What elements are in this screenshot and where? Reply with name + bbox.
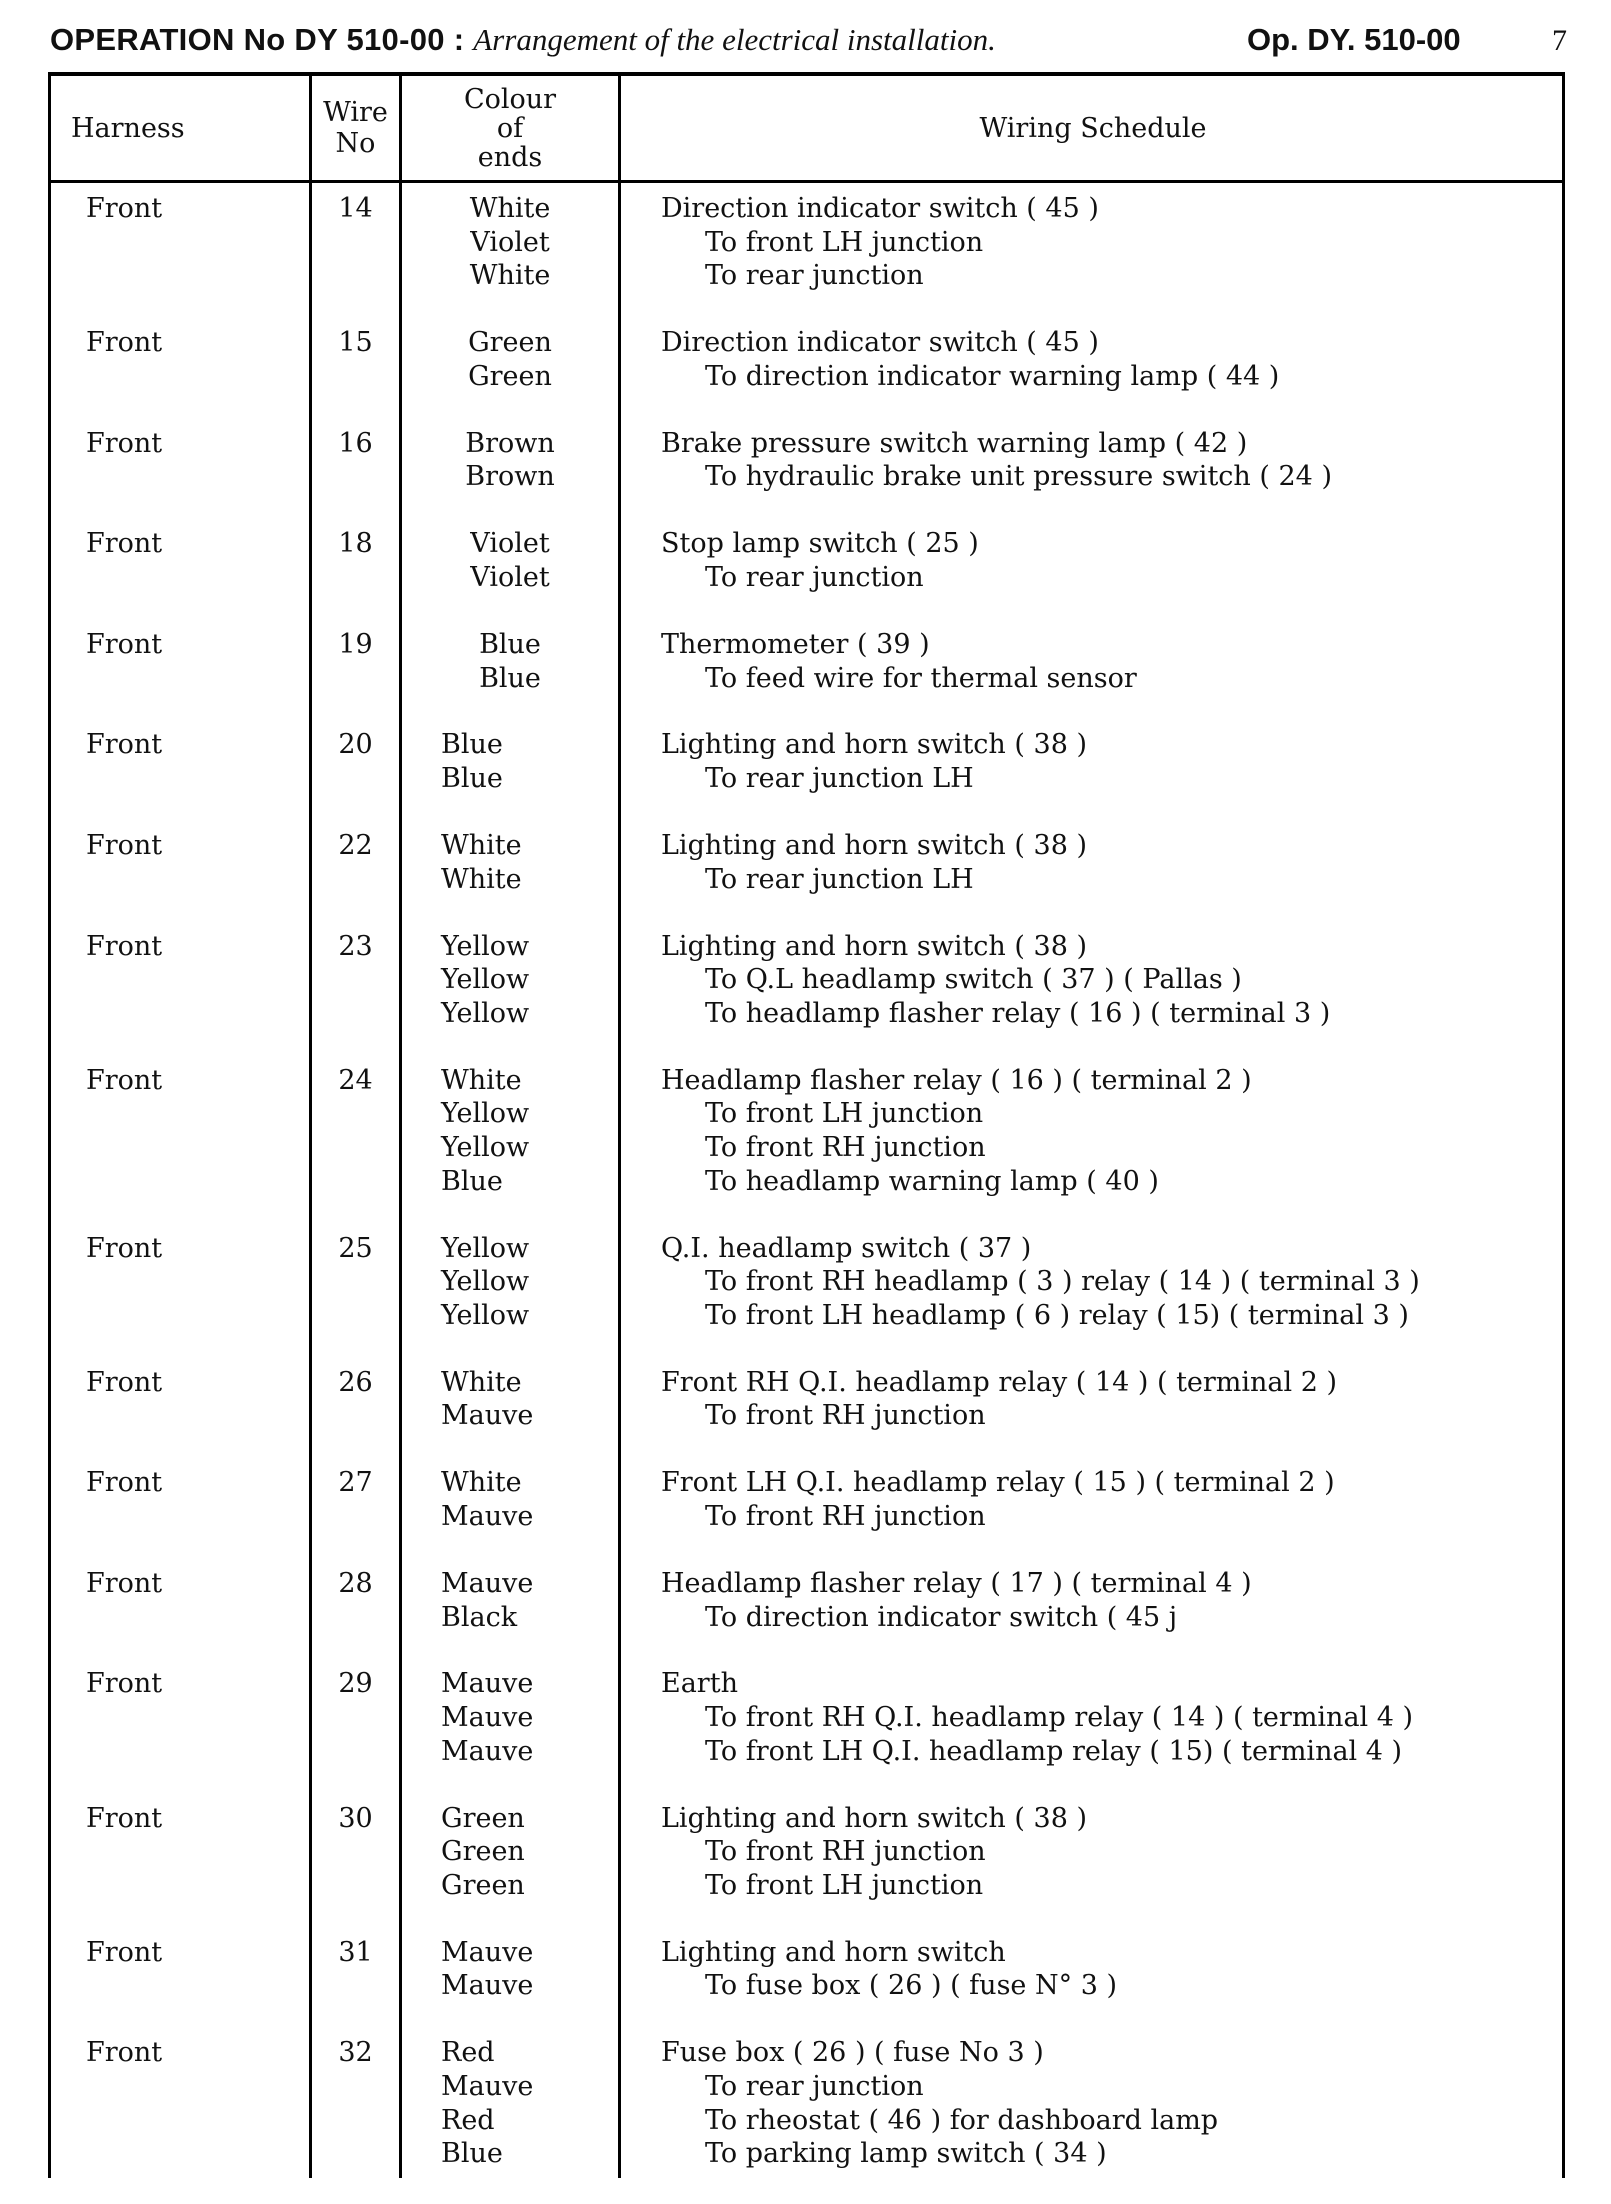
column-header-label: Wiring Schedule bbox=[979, 112, 1207, 144]
schedule-destination: To headlamp flasher relay ( 16 ) ( terminal 3 ) bbox=[705, 997, 1331, 1029]
colour-value: White bbox=[441, 1366, 522, 1398]
colour-value: Blue bbox=[479, 628, 541, 660]
column-header-label: ends bbox=[477, 141, 543, 173]
colour-value: Green bbox=[468, 327, 552, 359]
page-header bbox=[50, 18, 1571, 66]
schedule-destination: To front RH headlamp ( 3 ) relay ( 14 ) ( terminal 3 ) bbox=[705, 1266, 1420, 1298]
colour-value: Mauve bbox=[441, 1735, 534, 1767]
page-number: 7 bbox=[1552, 24, 1567, 57]
colour-value: Mauve bbox=[441, 1970, 534, 2002]
colour-value: Mauve bbox=[441, 1567, 534, 1599]
schedule-source: Brake pressure switch warning lamp ( 42 ) bbox=[661, 427, 1248, 459]
schedule-destination: To rheostat ( 46 ) for dashboard lamp bbox=[705, 2104, 1219, 2136]
operation-number: OPERATION No DY 510-00 : bbox=[50, 22, 465, 57]
colour-value: Red bbox=[441, 2104, 495, 2136]
schedule-destination: To rear junction LH bbox=[705, 863, 974, 895]
colour-value: Brown bbox=[465, 427, 555, 459]
harness-cell: Front bbox=[86, 830, 163, 862]
table-row bbox=[51, 2036, 1562, 2170]
schedule-destination: To rear junction bbox=[705, 2071, 924, 2102]
colour-cell bbox=[402, 728, 618, 795]
colour-value: Green bbox=[468, 360, 552, 392]
colour-cell bbox=[402, 1366, 618, 1433]
schedule-destination: To front LH junction bbox=[705, 226, 984, 258]
table-row bbox=[51, 829, 1562, 896]
wiring-table bbox=[48, 72, 1565, 2178]
schedule-destination: To front RH junction bbox=[705, 1400, 986, 1432]
schedule-destination: To front LH Q.I. headlamp relay ( 15) ( terminal 4 ) bbox=[705, 1735, 1403, 1767]
colour-cell bbox=[402, 1064, 618, 1198]
table-row bbox=[51, 1366, 1562, 1433]
schedule-destination: To fuse box ( 26 ) ( fuse N° 3 ) bbox=[705, 1970, 1117, 2002]
schedule-cell bbox=[661, 527, 1562, 594]
schedule-source: Direction indicator switch ( 45 ) bbox=[661, 193, 1099, 224]
colour-value: Yellow bbox=[441, 1299, 530, 1331]
wire-number-cell: 16 bbox=[338, 427, 373, 459]
harness-cell: Front bbox=[86, 1366, 163, 1398]
colour-value: Mauve bbox=[441, 1702, 534, 1734]
colour-value: Yellow bbox=[441, 1098, 530, 1130]
harness-cell: Front bbox=[86, 1936, 163, 1968]
schedule-source: Q.I. headlamp switch ( 37 ) bbox=[661, 1232, 1032, 1264]
schedule-source: Lighting and horn switch ( 38 ) bbox=[661, 729, 1087, 761]
column-header-wire-no bbox=[312, 76, 399, 180]
table-row bbox=[51, 192, 1562, 293]
wire-number-cell: 25 bbox=[338, 1232, 373, 1264]
table-row bbox=[51, 1567, 1562, 1634]
wire-number-cell: 19 bbox=[338, 628, 373, 660]
harness-cell: Front bbox=[86, 1668, 163, 1700]
header-divider bbox=[51, 180, 1562, 183]
colour-cell bbox=[402, 1936, 618, 2003]
schedule-destination: To Q.L headlamp switch ( 37 ) ( Pallas ) bbox=[705, 964, 1242, 996]
schedule-destination: To hydraulic brake unit pressure switch ( 24 ) bbox=[705, 461, 1332, 493]
colour-value: Mauve bbox=[441, 1400, 534, 1432]
operation-description: Arrangement of the electrical installation. bbox=[473, 22, 996, 57]
colour-value: White bbox=[441, 1467, 522, 1499]
colour-value: Black bbox=[441, 1601, 518, 1633]
colour-cell bbox=[402, 527, 618, 594]
harness-cell: Front bbox=[86, 2037, 163, 2069]
colour-value: Violet bbox=[470, 528, 550, 560]
table-row bbox=[51, 1466, 1562, 1533]
harness-cell: Front bbox=[86, 930, 163, 962]
colour-value: Blue bbox=[441, 2138, 503, 2170]
schedule-destination: To rear junction LH bbox=[705, 763, 974, 795]
schedule-destination: To headlamp warning lamp ( 40 ) bbox=[705, 1165, 1159, 1197]
colour-value: Violet bbox=[470, 226, 550, 258]
table-row bbox=[51, 1802, 1562, 1903]
colour-value: Yellow bbox=[441, 997, 530, 1029]
table-body bbox=[51, 192, 1562, 2204]
colour-value: Brown bbox=[465, 461, 555, 493]
table-row bbox=[51, 1667, 1562, 1768]
colour-cell bbox=[402, 2036, 618, 2170]
wire-number-cell: 30 bbox=[338, 1802, 373, 1834]
wire-number-cell: 28 bbox=[338, 1567, 373, 1599]
colour-cell bbox=[402, 930, 618, 1031]
schedule-destination: To front LH junction bbox=[705, 1098, 984, 1130]
wire-number-cell: 29 bbox=[338, 1668, 373, 1700]
colour-value: Green bbox=[441, 1836, 525, 1868]
harness-cell: Front bbox=[86, 327, 163, 359]
schedule-source: Thermometer ( 39 ) bbox=[661, 628, 930, 660]
table-row bbox=[51, 728, 1562, 795]
schedule-destination: To direction indicator warning lamp ( 44 ) bbox=[705, 360, 1280, 392]
schedule-cell bbox=[661, 192, 1562, 293]
schedule-cell bbox=[661, 326, 1562, 393]
harness-cell: Front bbox=[86, 1567, 163, 1599]
table-row bbox=[51, 930, 1562, 1031]
schedule-cell bbox=[661, 1667, 1562, 1768]
colour-value: Red bbox=[441, 2037, 495, 2069]
colour-value: Yellow bbox=[441, 1266, 530, 1298]
column-header-label: Wire bbox=[323, 97, 388, 128]
table-row bbox=[51, 326, 1562, 393]
schedule-cell bbox=[661, 1567, 1562, 1634]
wire-number-cell: 27 bbox=[338, 1467, 373, 1499]
schedule-source: Headlamp flasher relay ( 16 ) ( terminal 2 ) bbox=[661, 1064, 1252, 1096]
column-header-label: No bbox=[335, 128, 376, 159]
table-row bbox=[51, 1064, 1562, 1198]
table-row bbox=[51, 628, 1562, 695]
schedule-source: Earth bbox=[661, 1668, 738, 1700]
schedule-source: Direction indicator switch ( 45 ) bbox=[661, 327, 1099, 359]
colour-value: Violet bbox=[470, 561, 550, 593]
schedule-cell bbox=[661, 1232, 1562, 1333]
colour-cell bbox=[402, 192, 618, 293]
wire-number-cell: 18 bbox=[338, 528, 373, 560]
schedule-cell bbox=[661, 728, 1562, 795]
colour-value: White bbox=[441, 863, 522, 895]
wire-number-cell: 32 bbox=[338, 2037, 373, 2069]
colour-value: Green bbox=[441, 1802, 525, 1834]
schedule-source: Lighting and horn switch bbox=[661, 1936, 1006, 1968]
wire-number-cell: 31 bbox=[338, 1936, 373, 1968]
colour-cell bbox=[402, 427, 618, 494]
harness-cell: Front bbox=[86, 1232, 163, 1264]
schedule-source: Fuse box ( 26 ) ( fuse No 3 ) bbox=[661, 2037, 1044, 2069]
schedule-source: Front LH Q.I. headlamp relay ( 15 ) ( terminal 2 ) bbox=[661, 1467, 1335, 1499]
colour-cell bbox=[402, 326, 618, 393]
schedule-source: Lighting and horn switch ( 38 ) bbox=[661, 930, 1087, 962]
wire-number-cell: 15 bbox=[338, 327, 373, 359]
colour-cell bbox=[402, 1802, 618, 1903]
column-header-label: Colour bbox=[463, 83, 557, 115]
colour-value: Blue bbox=[479, 662, 541, 694]
column-header-colour bbox=[402, 76, 618, 180]
operation-reference: Op. DY. 510-00 bbox=[1247, 22, 1461, 57]
colour-cell bbox=[402, 1466, 618, 1533]
schedule-destination: To front LH junction bbox=[705, 1869, 984, 1901]
schedule-destination: To front RH junction bbox=[705, 1132, 986, 1163]
colour-value: Green bbox=[441, 1869, 525, 1901]
schedule-cell bbox=[661, 1466, 1562, 1533]
schedule-cell bbox=[661, 1936, 1562, 2003]
schedule-destination: To front RH junction bbox=[705, 1836, 986, 1868]
colour-value: Mauve bbox=[441, 2071, 534, 2102]
schedule-destination: To feed wire for thermal sensor bbox=[705, 662, 1137, 694]
wire-number-cell: 20 bbox=[338, 729, 373, 761]
colour-cell bbox=[402, 829, 618, 896]
harness-cell: Front bbox=[86, 427, 163, 459]
colour-value: White bbox=[441, 830, 522, 862]
schedule-cell bbox=[661, 829, 1562, 896]
colour-cell bbox=[402, 1667, 618, 1768]
schedule-source: Headlamp flasher relay ( 17 ) ( terminal 4 ) bbox=[661, 1567, 1252, 1599]
schedule-source: Stop lamp switch ( 25 ) bbox=[661, 528, 979, 560]
schedule-destination: To front RH Q.I. headlamp relay ( 14 ) ( terminal 4 ) bbox=[705, 1702, 1414, 1734]
schedule-destination: To rear junction bbox=[705, 260, 924, 292]
column-header-label: of bbox=[496, 112, 524, 144]
column-header-wiring-schedule bbox=[621, 76, 1565, 180]
colour-value: Yellow bbox=[441, 1132, 530, 1163]
schedule-cell bbox=[661, 628, 1562, 695]
colour-value: Yellow bbox=[441, 1232, 530, 1264]
schedule-destination: To direction indicator switch ( 45 j bbox=[705, 1601, 1178, 1633]
schedule-cell bbox=[661, 427, 1562, 494]
schedule-destination: To front RH junction bbox=[705, 1500, 986, 1532]
column-header-label: Harness bbox=[71, 112, 185, 144]
wire-number-cell: 23 bbox=[338, 930, 373, 962]
table-row bbox=[51, 1232, 1562, 1333]
colour-cell bbox=[402, 628, 618, 695]
colour-value: Yellow bbox=[441, 930, 530, 962]
colour-value: White bbox=[441, 1064, 522, 1096]
wire-number-cell: 24 bbox=[338, 1064, 373, 1096]
wire-number-cell: 26 bbox=[338, 1366, 373, 1398]
colour-value: Mauve bbox=[441, 1936, 534, 1968]
operation-title bbox=[50, 22, 996, 58]
schedule-cell bbox=[661, 2036, 1562, 2170]
table-row bbox=[51, 1936, 1562, 2003]
wire-number-cell: 22 bbox=[338, 830, 373, 862]
colour-cell bbox=[402, 1232, 618, 1333]
column-header-harness bbox=[51, 76, 309, 180]
schedule-source: Front RH Q.I. headlamp relay ( 14 ) ( terminal 2 ) bbox=[661, 1366, 1338, 1398]
colour-value: Mauve bbox=[441, 1668, 534, 1700]
table-row bbox=[51, 527, 1562, 594]
harness-cell: Front bbox=[86, 528, 163, 560]
harness-cell: Front bbox=[86, 1064, 163, 1096]
schedule-cell bbox=[661, 930, 1562, 1031]
schedule-cell bbox=[661, 1802, 1562, 1903]
colour-value: Blue bbox=[441, 763, 503, 795]
colour-value: Blue bbox=[441, 729, 503, 761]
colour-cell bbox=[402, 1567, 618, 1634]
schedule-destination: To parking lamp switch ( 34 ) bbox=[705, 2138, 1107, 2170]
schedule-source: Lighting and horn switch ( 38 ) bbox=[661, 1802, 1087, 1834]
colour-value: Blue bbox=[441, 1165, 503, 1197]
wire-number-cell: 14 bbox=[338, 193, 373, 224]
schedule-source: Lighting and horn switch ( 38 ) bbox=[661, 830, 1087, 862]
table-row bbox=[51, 427, 1562, 494]
schedule-cell bbox=[661, 1366, 1562, 1433]
colour-value: Mauve bbox=[441, 1500, 534, 1532]
colour-value: White bbox=[469, 260, 551, 292]
schedule-cell bbox=[661, 1064, 1562, 1198]
harness-cell: Front bbox=[86, 1802, 163, 1834]
harness-cell: Front bbox=[86, 729, 163, 761]
harness-cell: Front bbox=[86, 1467, 163, 1499]
harness-cell: Front bbox=[86, 193, 163, 224]
colour-value: Yellow bbox=[441, 964, 530, 996]
schedule-destination: To front LH headlamp ( 6 ) relay ( 15) ( terminal 3 ) bbox=[705, 1299, 1409, 1331]
schedule-destination: To rear junction bbox=[705, 561, 924, 593]
harness-cell: Front bbox=[86, 628, 163, 660]
colour-value: White bbox=[469, 193, 551, 224]
